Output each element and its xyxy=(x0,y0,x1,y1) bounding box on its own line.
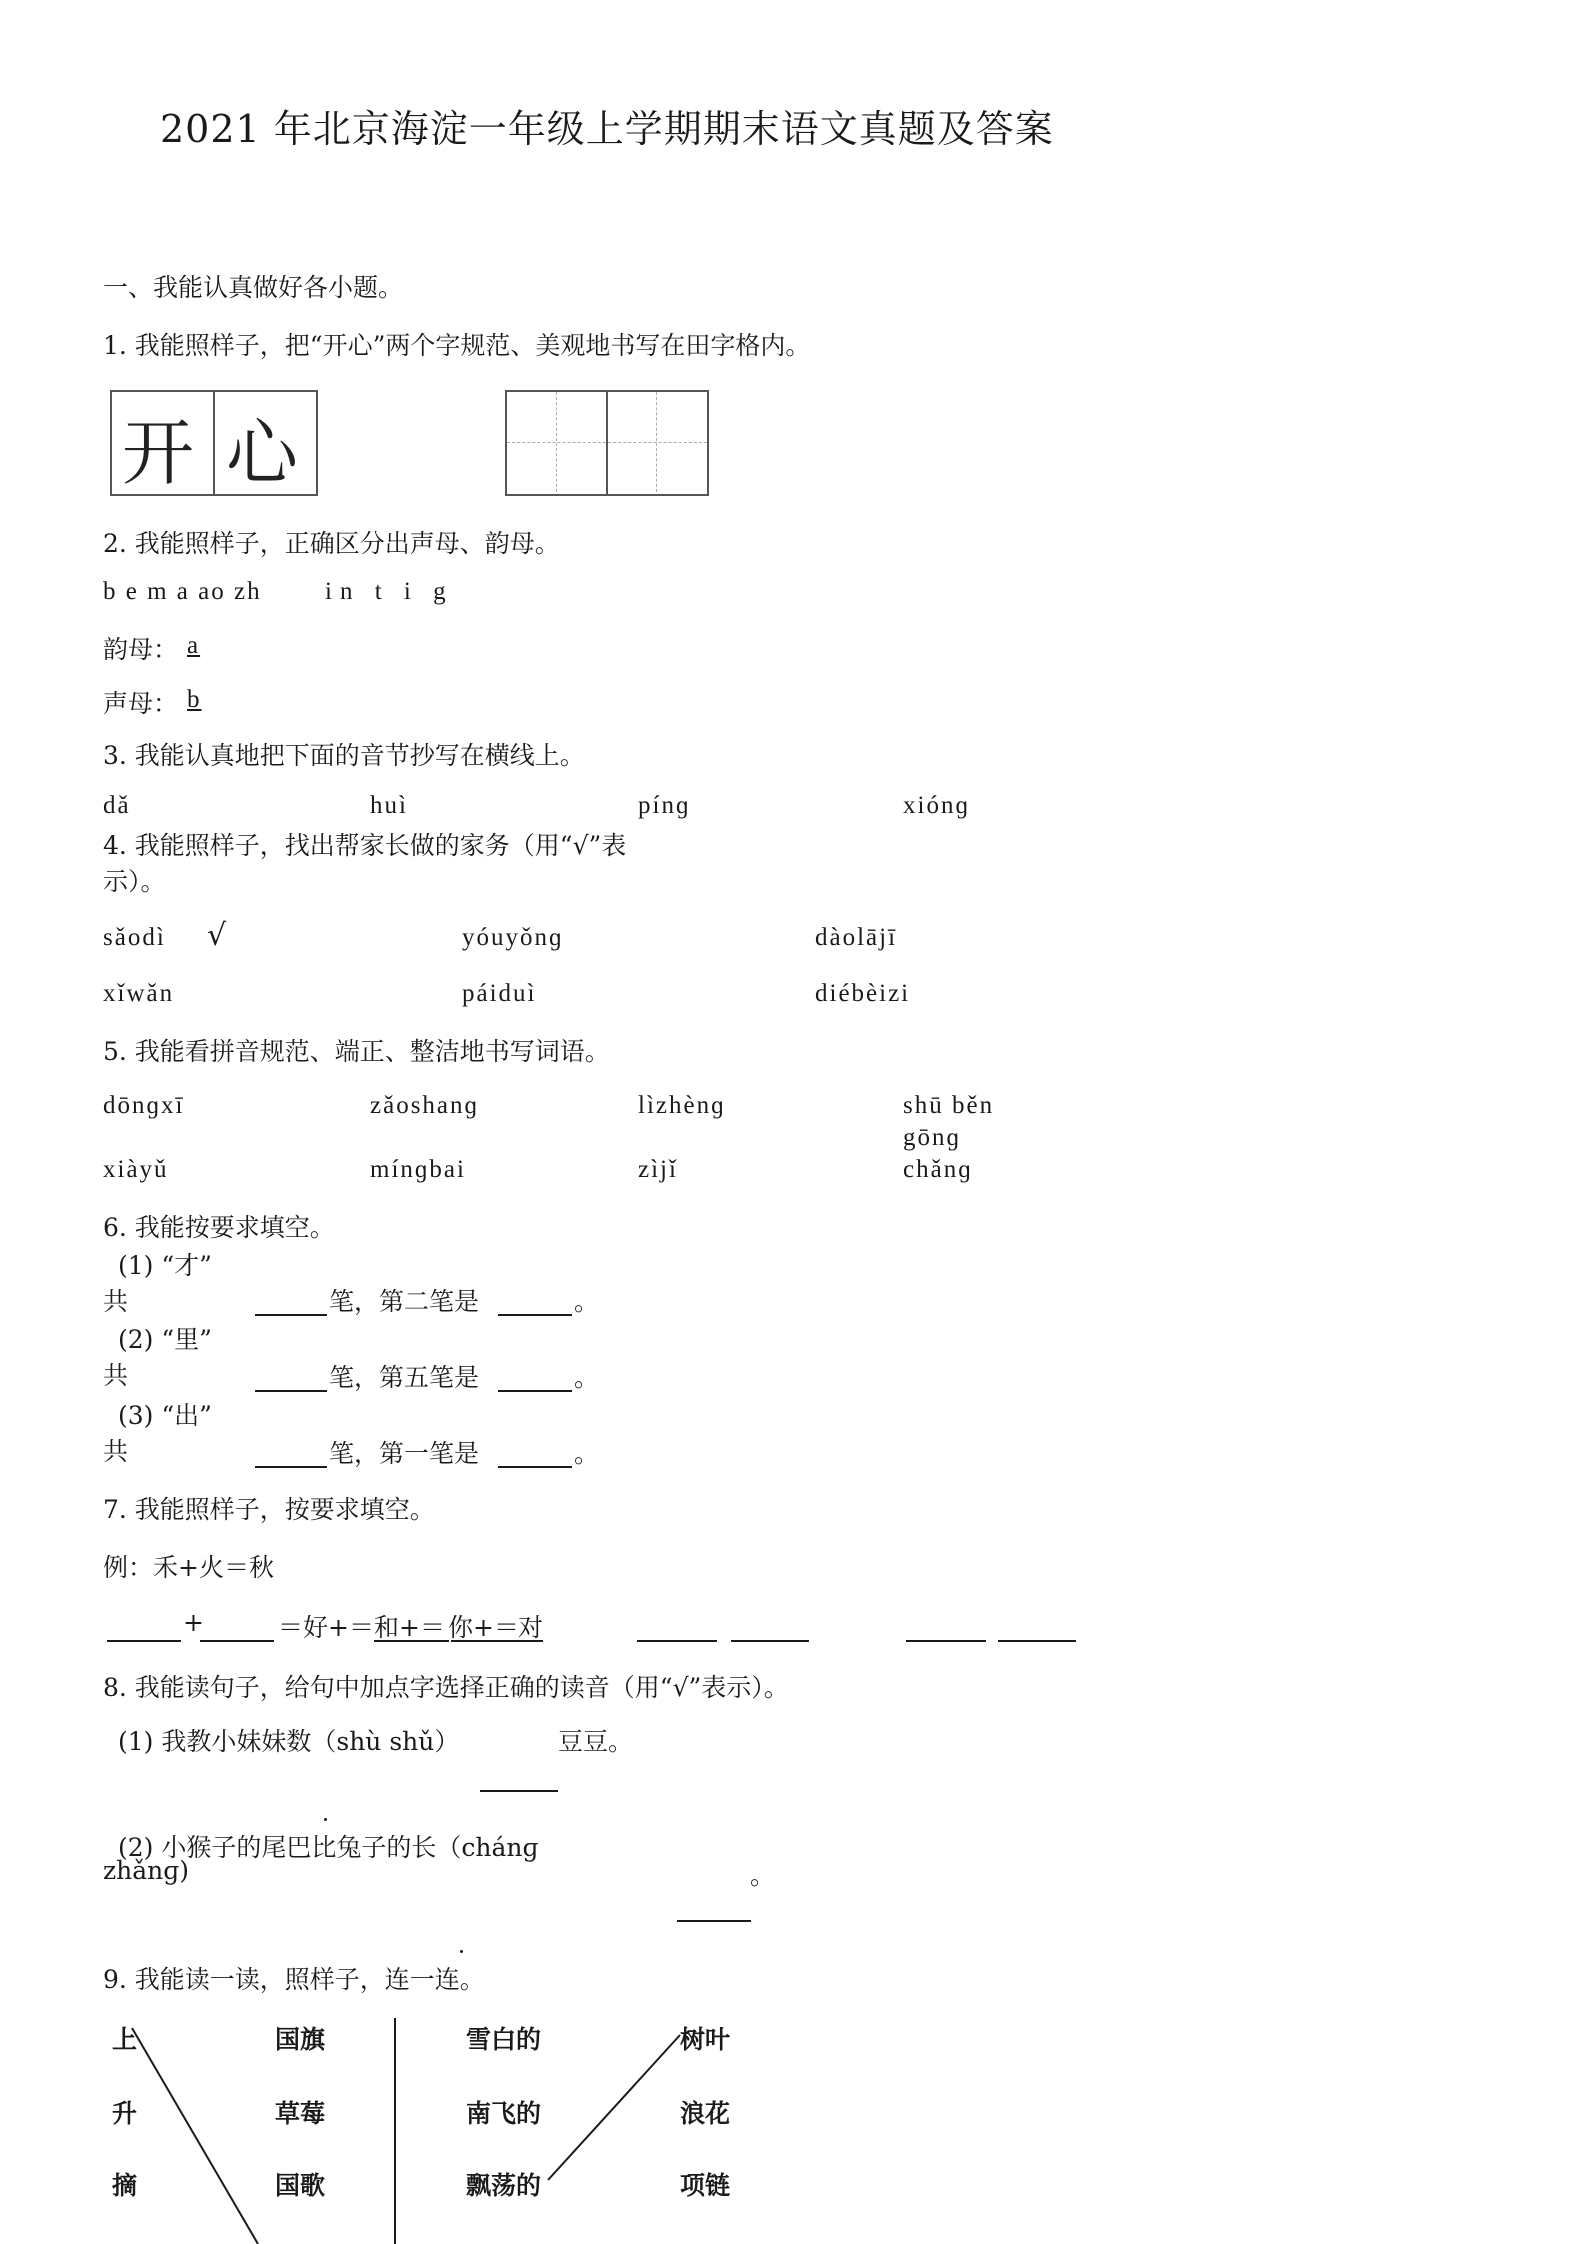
noun-item[interactable]: 树叶 xyxy=(680,2025,731,2054)
word-pinyin: zǎoshanɡ xyxy=(370,1092,480,1119)
section-heading: 一、我能认真做好各小题。 xyxy=(103,273,404,302)
chore-item[interactable]: dàolājī xyxy=(815,924,898,951)
q7-example: 例：禾+火＝秋 xyxy=(103,1553,274,1582)
syllable-4: xiónɡ xyxy=(903,792,970,819)
check-mark: √ xyxy=(207,918,227,953)
question-4-line1: 4. 我能照样子，找出帮家长做的家务（用“√”表 xyxy=(103,831,627,860)
shengmu-label: 声母： xyxy=(103,689,179,718)
word-pinyin: mínɡbai xyxy=(370,1156,466,1183)
word-pinyin: zìjǐ xyxy=(638,1156,678,1183)
q7-segment: 你+＝ xyxy=(448,1613,519,1642)
q7-plus: + xyxy=(183,1608,204,1637)
q6-mid: 笔，第五笔是 xyxy=(329,1363,480,1392)
question-2: 2. 我能照样子，正确区分出声母、韵母。 xyxy=(103,529,560,558)
q6-part-label: (2) “里” xyxy=(118,1325,212,1354)
q7-segment: 对 xyxy=(518,1613,544,1642)
word-pinyin: shū běn xyxy=(903,1092,995,1119)
noun-item[interactable]: 浪花 xyxy=(680,2099,731,2128)
letters-group-a: b e m a ao zh xyxy=(103,578,262,605)
q6-end: 。 xyxy=(574,1363,600,1392)
verb-item[interactable]: 摘 xyxy=(112,2171,138,2200)
chore-item[interactable]: páiduì xyxy=(462,980,537,1007)
question-1: 1. 我能照样子，把“开心”两个字规范、美观地书写在田字格内。 xyxy=(103,331,811,360)
question-5: 5. 我能看拼音规范、端正、整洁地书写词语。 xyxy=(103,1037,610,1066)
q6-gong: 共 xyxy=(103,1437,129,1466)
syllable-2: huì xyxy=(370,792,408,819)
q8-sentence-1-tail: 豆豆。 xyxy=(558,1727,634,1756)
verb-item[interactable]: 升 xyxy=(112,2099,138,2128)
adjective-item[interactable]: 雪白的 xyxy=(466,2025,542,2054)
word-pinyin: dōnɡxī xyxy=(103,1092,185,1119)
q7-segment: ＝好+＝ xyxy=(278,1613,374,1642)
noun-item[interactable]: 国旗 xyxy=(275,2025,326,2054)
letters-group-b: in t i g xyxy=(325,578,454,605)
question-4-line2: 示）。 xyxy=(103,867,166,896)
chore-item[interactable]: yóuyǒnɡ xyxy=(462,924,564,951)
question-9: 9. 我能读一读，照样子，连一连。 xyxy=(103,1965,485,1994)
q8-sentence-2-cont: zhǎnɡ) xyxy=(103,1856,190,1885)
q8-sentence-2: (2) 小猴子的尾巴比兔子的长（chánɡ xyxy=(118,1833,539,1862)
yunmu-answer[interactable]: a xyxy=(187,632,201,659)
syllable-3: pínɡ xyxy=(638,792,691,819)
match-line xyxy=(132,2028,258,2244)
verb-item[interactable]: 上 xyxy=(112,2025,138,2054)
noun-item[interactable]: 草莓 xyxy=(275,2099,326,2128)
question-3: 3. 我能认真地把下面的音节抄写在横线上。 xyxy=(103,741,585,770)
q6-gong: 共 xyxy=(103,1287,129,1316)
q6-mid: 笔，第二笔是 xyxy=(329,1287,480,1316)
q6-end: 。 xyxy=(574,1287,600,1316)
chore-item[interactable]: xǐwǎn xyxy=(103,980,175,1007)
question-6: 6. 我能按要求填空。 xyxy=(103,1213,335,1242)
sample-char-xin: 心 xyxy=(226,411,299,495)
q6-part-label: (3) “出” xyxy=(118,1401,212,1430)
chore-item[interactable]: diébèizi xyxy=(815,980,911,1007)
page-title: 2021 年北京海淀一年级上学期期末语文真题及答案 xyxy=(160,107,1054,151)
q8-sentence-2-tail: 。 xyxy=(750,1861,776,1890)
q6-mid: 笔，第一笔是 xyxy=(329,1439,480,1468)
q6-end: 。 xyxy=(574,1439,600,1468)
chore-item[interactable]: sǎodì xyxy=(103,924,166,951)
word-pinyin: xiàyǔ xyxy=(103,1156,169,1183)
adjective-item[interactable]: 飘荡的 xyxy=(466,2171,542,2200)
word-pinyin: gōnɡ xyxy=(903,1124,961,1151)
q7-segment: 和+＝ xyxy=(374,1613,445,1642)
q8-sentence-1: (1) 我教小妹妹数（shù shǔ） xyxy=(118,1727,460,1756)
shengmu-answer[interactable]: b xyxy=(187,686,202,713)
word-pinyin: lìzhènɡ xyxy=(638,1092,726,1119)
syllable-1: dǎ xyxy=(103,792,131,819)
yunmu-label: 韵母： xyxy=(103,635,179,664)
noun-item[interactable]: 国歌 xyxy=(275,2171,326,2200)
question-7: 7. 我能照样子，按要求填空。 xyxy=(103,1495,435,1524)
q6-part-label: (1) “才” xyxy=(118,1251,212,1280)
question-8: 8. 我能读句子，给句中加点字选择正确的读音（用“√”表示）。 xyxy=(103,1673,789,1702)
match-line xyxy=(548,2035,680,2180)
adjective-item[interactable]: 南飞的 xyxy=(466,2099,542,2128)
word-pinyin: chǎnɡ xyxy=(903,1156,973,1183)
noun-item[interactable]: 项链 xyxy=(680,2171,731,2200)
sample-char-kai: 开 xyxy=(122,411,195,495)
q6-gong: 共 xyxy=(103,1361,129,1390)
